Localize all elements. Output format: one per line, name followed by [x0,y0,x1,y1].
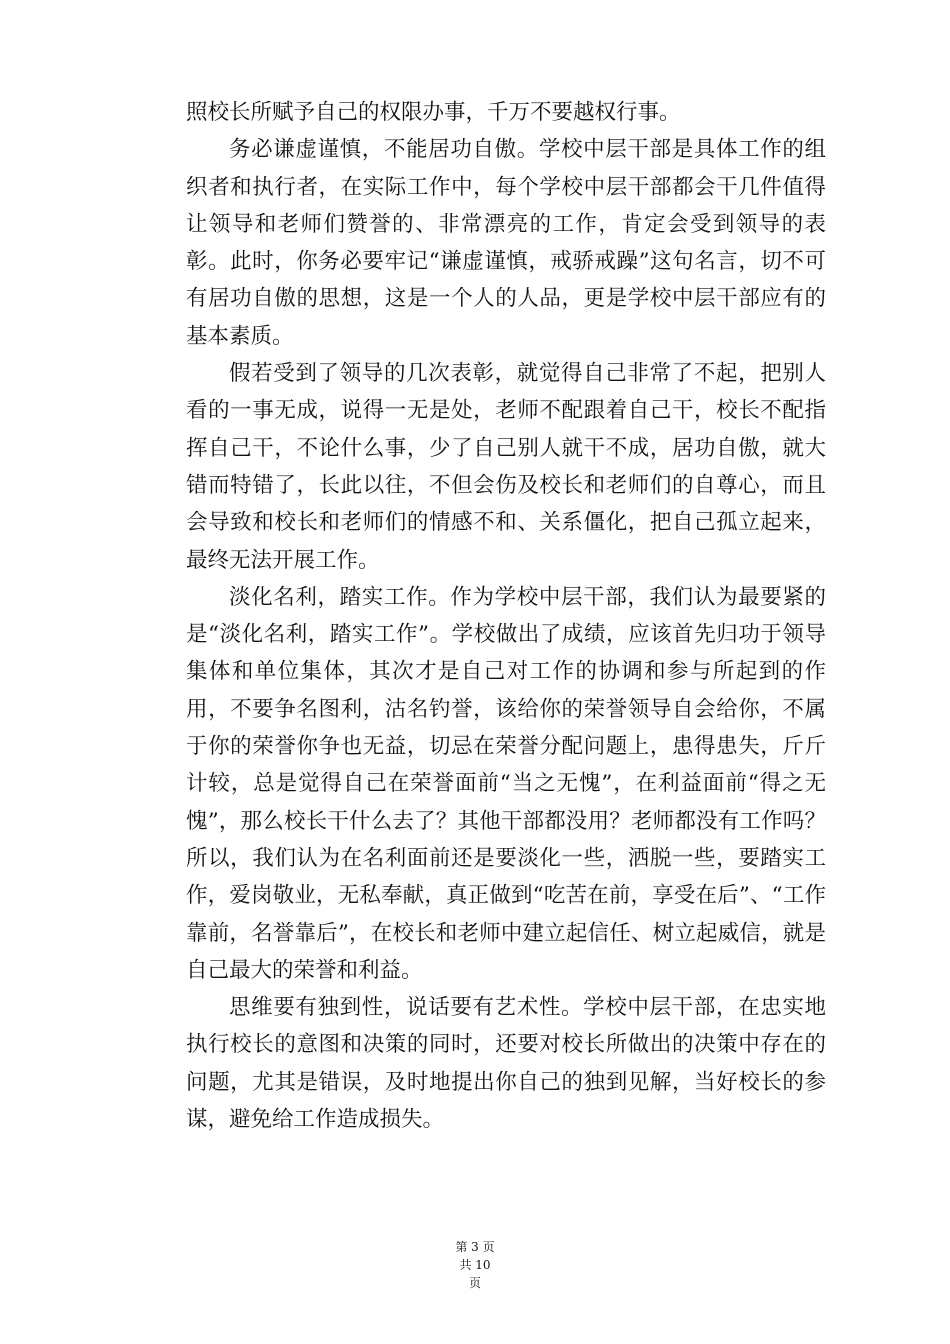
paragraph-2: 务必谦虚谨慎，不能居功自傲。学校中层干部是具体工作的组织者和执行者，在实际工作中，每个学校中层干部都会干几件值得让领导和老师们赞誉的、非常漂亮的工作，肯定会受到领导的表彰。此时，你务必要牢记“谦虚谨慎，戒骄戒躁”这句名言，切不可有居功自傲的思想，这是一个人的人品，更是学校中层干部应有的基本素质。 [186,137,826,349]
page-number: 第 3 页 [455,1240,495,1254]
paragraph-3: 假若受到了领导的几次表彰，就觉得自己非常了不起，把别人看的一事无成，说得一无是处，老师不配跟着自己干，校长不配指挥自己干，不论什么事，少了自己别人就干不成，居功自傲，就大错而特错了，长此以往，不但会伤及校长和老师们的自尊心，而且会导致和校长和老师们的情感不和、关系僵化，把自己孤立起来，最终无法开展工作。 [186,361,826,573]
page-total-suffix: 页 [468,1276,481,1290]
paragraph-5: 思维要有独到性，说话要有艺术性。学校中层干部，在忠实地执行校长的意图和决策的同时，还要对校长所做出的决策中存在的问题，尤其是错误，及时地提出你自己的独到见解，当好校长的参谋，避免给工作造成损失。 [186,995,826,1133]
page-total: 共 10 [459,1258,491,1272]
paragraph-4: 淡化名利，踏实工作。作为学校中层干部，我们认为最要紧的是“淡化名利，踏实工作”。学校做出了成绩，应该首先归功于领导集体和单位集体，其次才是自己对工作的协调和参与所起到的作用，不要争名图利，沽名钓誉，该给你的荣誉领导自会给你，不属于你的荣誉你争也无益，切忌在荣誉分配问题上，患得患失，斤斤计较，总是觉得自己在荣誉面前“当之无愧”，在利益面前“得之无愧”，那么校长干什么去了？其他干部都没用？老师都没有工作吗？所以，我们认为在名利面前还是要淡化一些，洒脱一些，要踏实工作，爱岗敬业，无私奉献，真正做到“吃苦在前，享受在后”、“工作靠前，名誉靠后”，在校长和老师中建立起信任、树立起威信，就是自己最大的荣誉和利益。 [186,584,826,983]
document-body [186,94,826,1138]
paragraph-1: 照校长所赋予自己的权限办事，千万不要越权行事。 [186,100,681,125]
page-footer [430,1238,520,1292]
